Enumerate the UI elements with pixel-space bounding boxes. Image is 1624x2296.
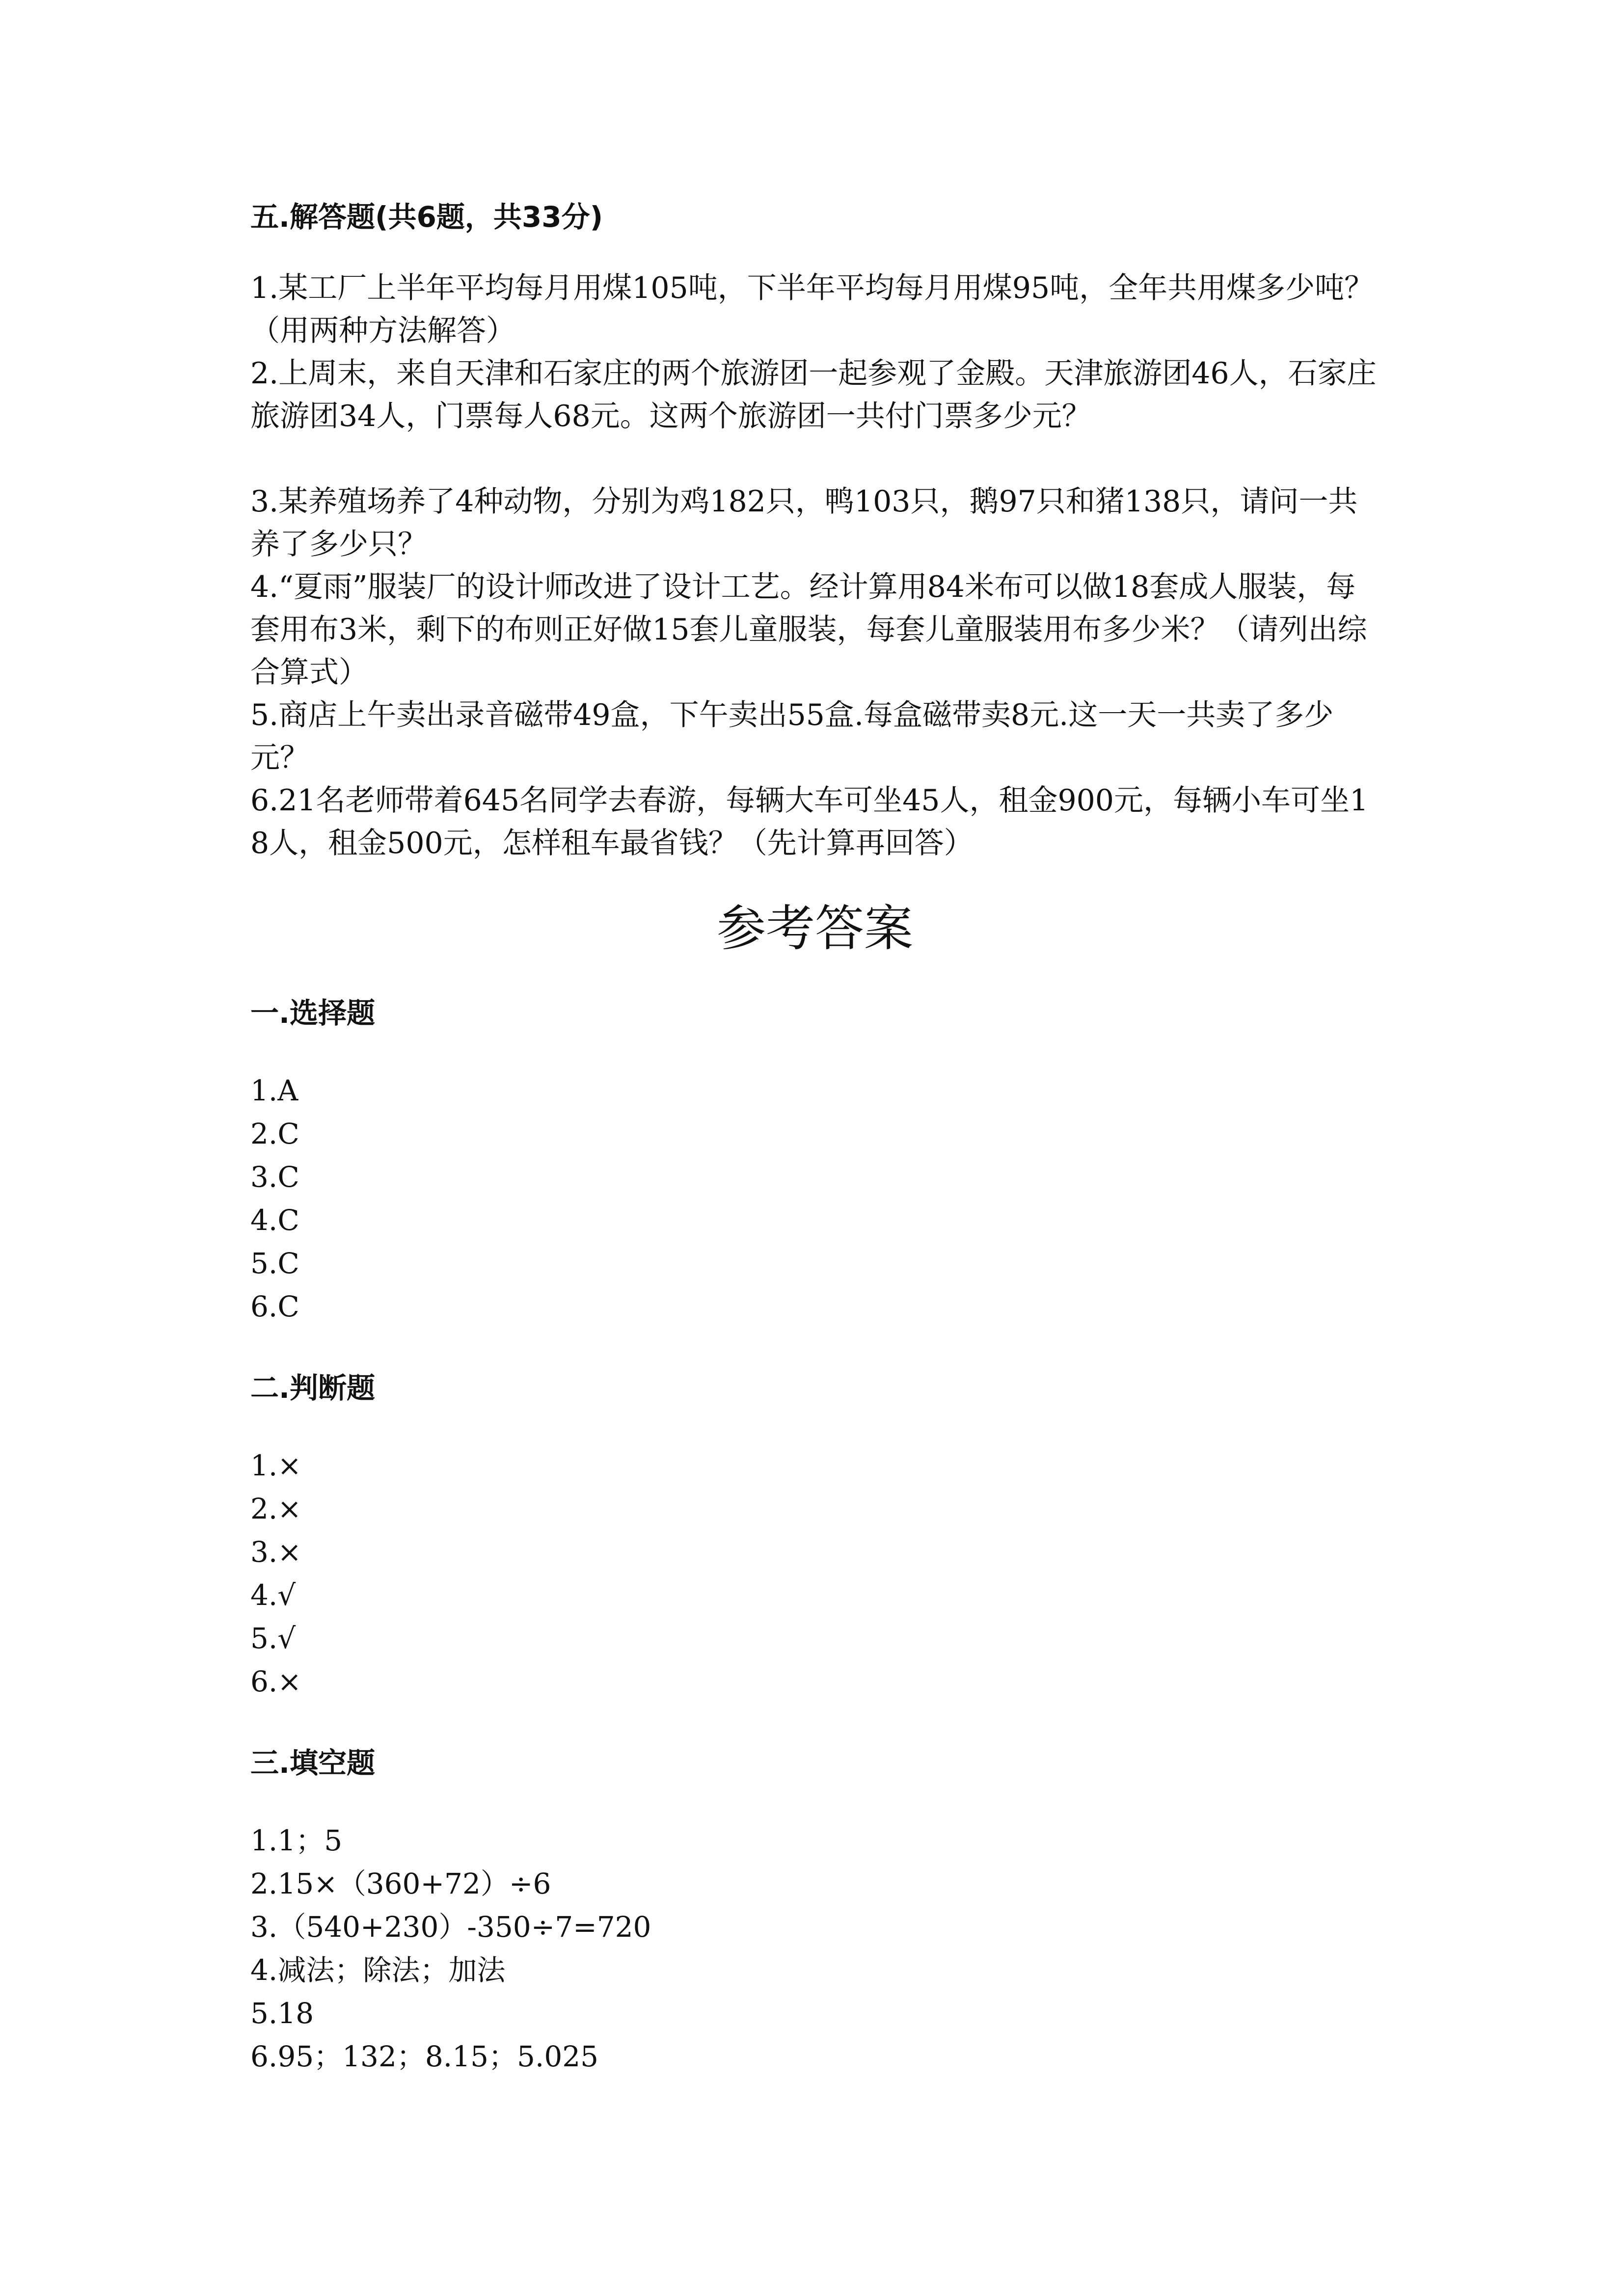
answer-item: 1.× bbox=[250, 1449, 301, 1482]
answer-key-title: 参考答案 bbox=[717, 900, 913, 957]
answer-item: 4.C bbox=[250, 1203, 299, 1237]
answer-item: 3.× bbox=[250, 1535, 301, 1569]
section-heading: 二.判断题 bbox=[250, 1371, 376, 1405]
answer-list bbox=[250, 1069, 1380, 1328]
answer-list bbox=[250, 1444, 1380, 1703]
answer-section-fill-blank bbox=[250, 1742, 1380, 2078]
answer-item: 5.C bbox=[250, 1247, 299, 1280]
question-item: 4.“夏雨”服装厂的设计师改进了设计工艺。经计算用84米布可以做18套成人服装，每套用布3米，剩下的布则正好做15套儿童服装，每套儿童服装用布多少米？（请列出综合算式） bbox=[250, 570, 1367, 690]
answer-item: 4.减法；除法；加法 bbox=[250, 1953, 506, 1987]
question-item: 3.某养殖场养了4种动物，分别为鸡182只，鸭103只，鹅97只和猪138只，请问一共养了多少只？ bbox=[250, 484, 1358, 561]
section-heading: 一.选择题 bbox=[250, 996, 376, 1030]
question-item: 2.上周末，来自天津和石家庄的两个旅游团一起参观了金殿。天津旅游团46人，石家庄旅游团34人，门票每人68元。这两个旅游团一共付门票多少元？ bbox=[250, 356, 1377, 433]
answer-item: 3.（540+230）-350÷7=720 bbox=[250, 1910, 651, 1944]
answer-section-choice bbox=[250, 992, 1380, 1328]
answer-item: 2.15×（360+72）÷6 bbox=[250, 1867, 551, 1900]
answer-list bbox=[250, 1819, 1380, 2078]
document-page bbox=[250, 196, 1380, 2078]
question-item: 5.商店上午卖出录音磁带49盒，下午卖出55盒.每盒磁带卖8元.这一天一共卖了多少元？ bbox=[250, 698, 1334, 775]
answer-item: 6.× bbox=[250, 1665, 301, 1698]
answer-item: 6.C bbox=[250, 1290, 299, 1323]
answer-item: 2.C bbox=[250, 1117, 299, 1150]
question-item: 1.某工厂上半年平均每月用煤105吨，下半年平均每月用煤95吨，全年共用煤多少吨？（用两种方法解答） bbox=[250, 271, 1374, 348]
answer-item: 4.√ bbox=[250, 1578, 296, 1612]
answer-item: 6.95；132；8.15；5.025 bbox=[250, 2040, 599, 2073]
answer-item: 5.18 bbox=[250, 1997, 314, 2030]
answer-item: 5.√ bbox=[250, 1622, 296, 1655]
answer-item: 3.C bbox=[250, 1160, 299, 1194]
section-heading: 五.解答题(共6题，共33分) bbox=[250, 200, 603, 234]
answer-section-judgment bbox=[250, 1367, 1380, 1703]
question-list bbox=[250, 267, 1380, 865]
section-heading: 三.填空题 bbox=[250, 1746, 376, 1780]
answer-item: 1.A bbox=[250, 1074, 298, 1107]
question-item: 6.21名老师带着645名同学去春游，每辆大车可坐45人，租金900元，每辆小车可坐18人，租金500元，怎样租车最省钱？（先计算再回答） bbox=[250, 783, 1369, 860]
answer-item: 2.× bbox=[250, 1492, 301, 1525]
answer-item: 1.1；5 bbox=[250, 1824, 343, 1857]
